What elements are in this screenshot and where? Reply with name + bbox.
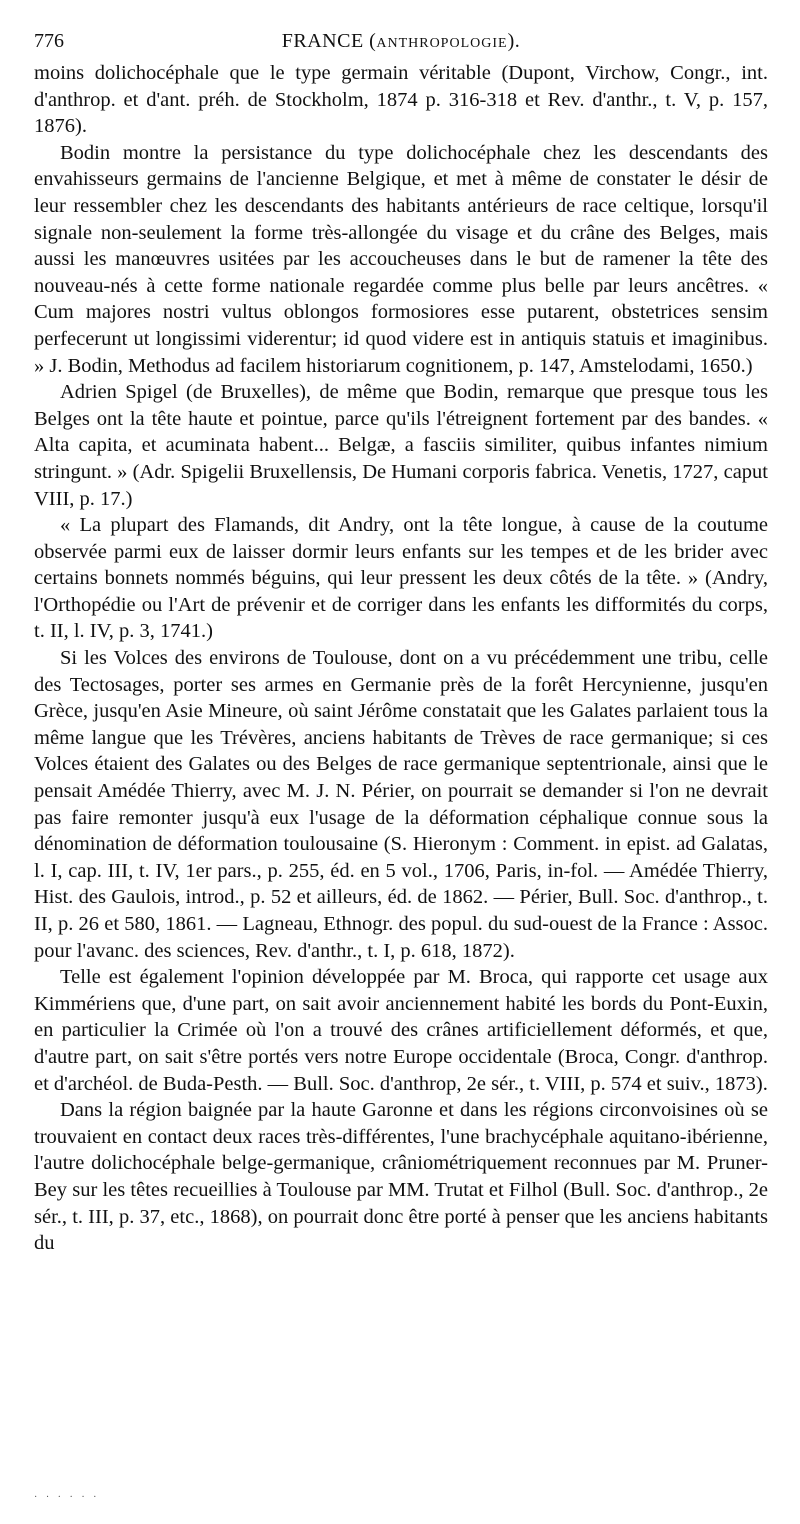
running-head-end: ).	[507, 30, 521, 52]
paragraph-bodin: Bodin montre la persistance du type dolichocéphale chez les descendants des envahisseurs germains de l'ancienne Belgique, et met à même de constater le désir de leur ressembler chez les descendants des habitants antérieurs de race celtique, lorsqu'il signale non-seulement la forme très-allongée du visage et du crâne des Belges, mais aussi les manœuvres usitées par les accoucheuses dans le but de ramener la tête des nouveau-nés à cette forme nationale regardée comme plus belle par leurs ancêtres. « Cum majores nostri vultus oblongos formosiores esse putarent, obstetrices sensim perfecerunt ut longissimi viderentur; id quod videre est in antiquis statuis et imaginibus. » J. Bodin, Methodus ad facilem historiarum cognitionem, p. 147, Amstelodami, 1650.)	[34, 141, 768, 377]
paragraph-volces: Si les Volces des environs de Toulouse, dont on a vu précédemment une tribu, celle des Tectosages, porter ses armes en Germanie près de la forêt Hercynienne, jusqu'en Grèce, jusqu'en Asie Mineure, où saint Jérôme constatait que les Galates parlaient tous la même langue que les Trévères, anciens habitants de Trèves de race germanique; si ces Volces étaient des Galates ou des Belges de race germanique septentrionale, ainsi que le pensait Amédée Thierry, avec M. J. N. Périer, on pourrait se demander si l'on ne devrait pas faire remonter jusqu'à eux l'usage de la déformation céphalique connue sous la dénomination de déformation toulousaine (S. Hieronym : Comment. in epist. ad Galatas, l. I, cap. III, t. IV, 1er pars., p. 255, éd. en 5 vol., 1706, Paris, in-fol. — Amédée Thierry, Hist. des Gaulois, introd., p. 52 et ailleurs, éd. de 1862. — Périer, Bull. Soc. d'anthrop., t. II, p. 26 et 580, 1861. — Lagneau, Ethnogr. des popul. du sud-ouest de la France : Assoc. pour l'avanc. des sciences, Rev. d'anthr., t. I, p. 618, 1872).	[34, 647, 768, 962]
body-text	[34, 60, 768, 1257]
paragraph-garonne: Dans la région baignée par la haute Garonne et dans les régions circonvoisines où se trouvaient en contact deux races très-différentes, l'une brachycéphale aquitano-ibérienne, l'autre dolichocéphale belge-germanique, crâniométriquement reconnues par M. Pruner-Bey sur les têtes recueillies à Toulouse par MM. Trutat et Filhol (Bull. Soc. d'anthrop., 2e sér., t. III, p. 37, etc., 1868), on pourrait donc être porté à penser que les anciens habitants du	[34, 1099, 768, 1255]
document-page	[34, 30, 768, 1257]
page-number: 776	[34, 30, 64, 52]
running-head	[94, 30, 708, 53]
paragraph-andry: « La plupart des Flamands, dit Andry, ont la tête longue, à cause de la coutume observée parmi eux de laisser dormir leurs enfants sur les tempes et de les brider avec certains bonnets nommés béguins, qui leur pressent les deux côtés de la tête. » (Andry, l'Orthopédie ou l'Art de prévenir et de corriger dans les enfants les difformités du corps, t. II, l. IV, p. 3, 1741.)	[34, 514, 768, 643]
paragraph-continued: moins dolichocéphale que le type germain véritable (Dupont, Virchow, Congr., int. d'anthrop. et d'ant. préh. de Stockholm, 1874 p. 316-318 et Rev. d'anthr., t. V, p. 157, 1876).	[34, 62, 768, 138]
running-head-small: ANTHROPOLOGIE	[376, 36, 508, 51]
paragraph-spigel: Adrien Spigel (de Bruxelles), de même que Bodin, remarque que presque tous les Belges ont la tête haute et pointue, parce qu'ils l'étreignent fortement par des bandes. « Alta capita, et acuminata habent... Belgæ, a fasciis similiter, quibus infantes nimium stringunt. » (Adr. Spigelii Bruxellensis, De Humani corporis fabrica. Venetis, 1727, caput VIII, p. 17.)	[34, 381, 768, 510]
running-head-main: FRANCE (	[281, 30, 377, 52]
footer-marks: · · · · · ·	[34, 1492, 100, 1503]
paragraph-broca: Telle est également l'opinion développée par M. Broca, qui rapporte cet usage aux Kimmériens que, d'une part, on sait avoir anciennement habité les bords du Pont-Euxin, en particulier la Crimée où l'on a trouvé des crânes artificiellement déformés, et que, d'autre part, on sait s'être portés vers notre Europe occidentale (Broca, Congr. d'anthrop. et d'archéol. de Buda-Pesth. — Bull. Soc. d'anthrop, 2e sér., t. VIII, p. 574 et suiv., 1873).	[34, 966, 768, 1095]
page-header	[34, 30, 768, 60]
